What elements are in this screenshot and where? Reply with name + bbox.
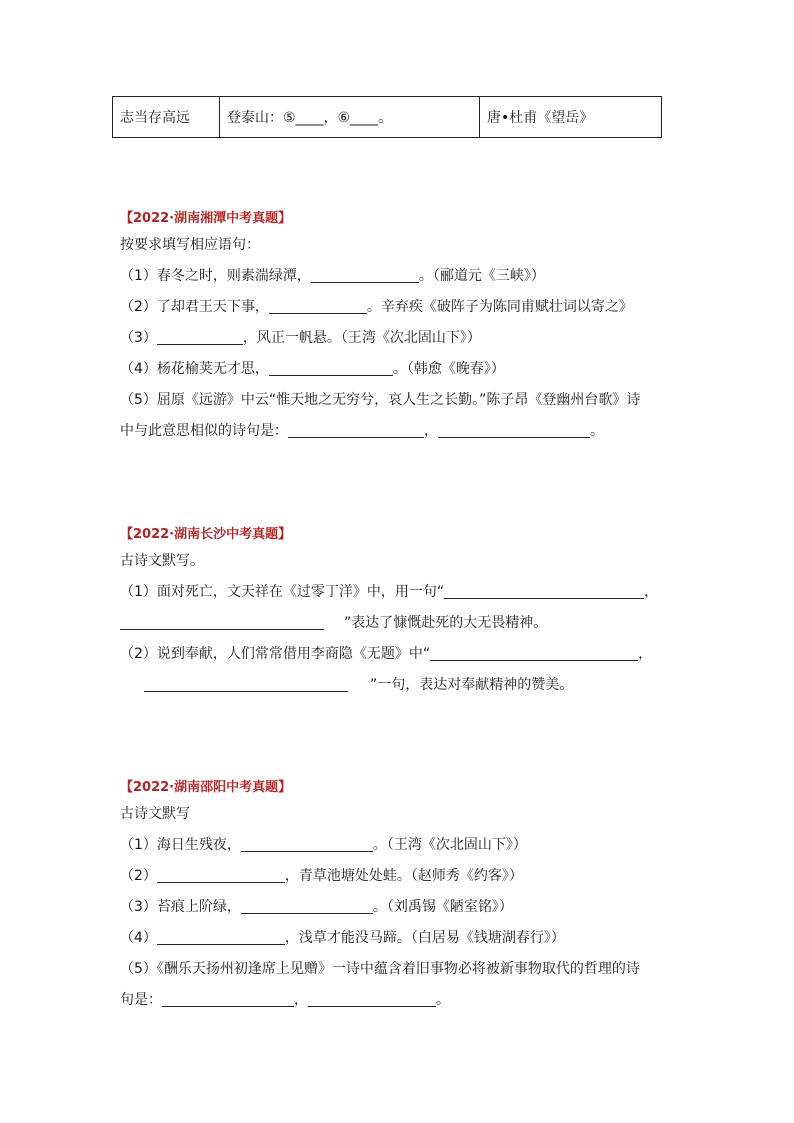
question-item-line1: （5）屈原《远游》中云“惟天地之无穷兮，哀人生之长勤。”陈子昂《登幽州台歌》诗 xyxy=(120,392,641,408)
answer-blank[interactable] xyxy=(241,834,373,852)
question-item: （4）杨花榆荚无才思， 。（韩愈《晚春》） xyxy=(120,354,690,385)
table-row xyxy=(113,97,662,138)
answer-blank[interactable] xyxy=(144,674,348,692)
question-item-line1: （5）《酬乐天扬州初逢席上见赠》一诗中蕴含着旧事物必将被新事物取代的哲理的诗 xyxy=(120,961,640,977)
section-heading: 【2022·湖南邵阳中考真题】 xyxy=(120,780,292,795)
answer-blank[interactable] xyxy=(444,581,644,599)
answer-blank[interactable] xyxy=(157,927,285,945)
section-shaoyang xyxy=(120,777,690,1016)
question-item-line2: 句是： ， 。 xyxy=(120,985,690,1016)
table-cell-source: 唐•杜甫《望岳》 xyxy=(480,97,662,138)
question-item: （2） ，青草池塘处处蛙。（赵师秀《约客》） xyxy=(120,861,690,892)
question-item: （3）苔痕上阶绿， 。（刘禹锡《陋室铭》） xyxy=(120,892,690,923)
question-item: （2）了却君王天下事， 。辛弃疾《破阵子为陈同甫赋壮词以寄之》 xyxy=(120,292,690,323)
answer-blank[interactable] xyxy=(157,865,285,883)
answer-blank[interactable] xyxy=(241,896,373,914)
instruction: 按要求填写相应语句： xyxy=(120,237,260,253)
question-item: （1）面对死亡，文天祥在《过零丁洋》中，用一句“ ， xyxy=(120,577,690,608)
question-item-cont: ”表达了慷慨赴死的大无畏精神。 xyxy=(120,608,690,639)
answer-blank[interactable] xyxy=(288,420,424,438)
answer-table xyxy=(112,96,662,138)
answer-blank[interactable] xyxy=(269,296,367,314)
question-item: （2）说到奉献，人们常常借用李商隐《无题》中“ ， xyxy=(120,639,690,670)
question-item: （4） ，浅草才能没马蹄。（白居易《钱塘湖春行》） xyxy=(120,923,690,954)
section-xiangtan xyxy=(120,208,690,447)
section-heading: 【2022·湖南长沙中考真题】 xyxy=(120,527,292,542)
answer-blank[interactable] xyxy=(157,327,243,345)
question-item-line2: 中与此意思相似的诗句是： ， 。 xyxy=(120,416,690,447)
question-item: （1）春冬之时，则素湍绿潭， 。（郦道元《三峡》） xyxy=(120,261,690,292)
answer-blank[interactable] xyxy=(162,989,294,1007)
question-item-cont: ”一句，表达对奉献精神的赞美。 xyxy=(120,670,690,701)
section-changsha xyxy=(120,524,690,701)
answer-blank[interactable] xyxy=(120,612,324,630)
instruction: 古诗文默写 xyxy=(120,806,190,822)
question-item: （1）海日生残夜， 。（王湾《次北固山下》） xyxy=(120,830,690,861)
answer-blank[interactable] xyxy=(430,643,638,661)
table-cell-prompt: 登泰山：⑤____，⑥____。 xyxy=(220,97,480,138)
section-heading: 【2022·湖南湘潭中考真题】 xyxy=(120,211,292,226)
answer-blank[interactable] xyxy=(311,265,419,283)
answer-blank[interactable] xyxy=(308,989,436,1007)
table-cell-theme: 志当存高远 xyxy=(113,97,220,138)
instruction: 古诗文默写。 xyxy=(120,553,204,569)
answer-blank[interactable] xyxy=(438,420,590,438)
question-item: （3） ，风正一帆悬。（王湾《次北固山下》） xyxy=(120,323,690,354)
answer-blank[interactable] xyxy=(269,358,393,376)
